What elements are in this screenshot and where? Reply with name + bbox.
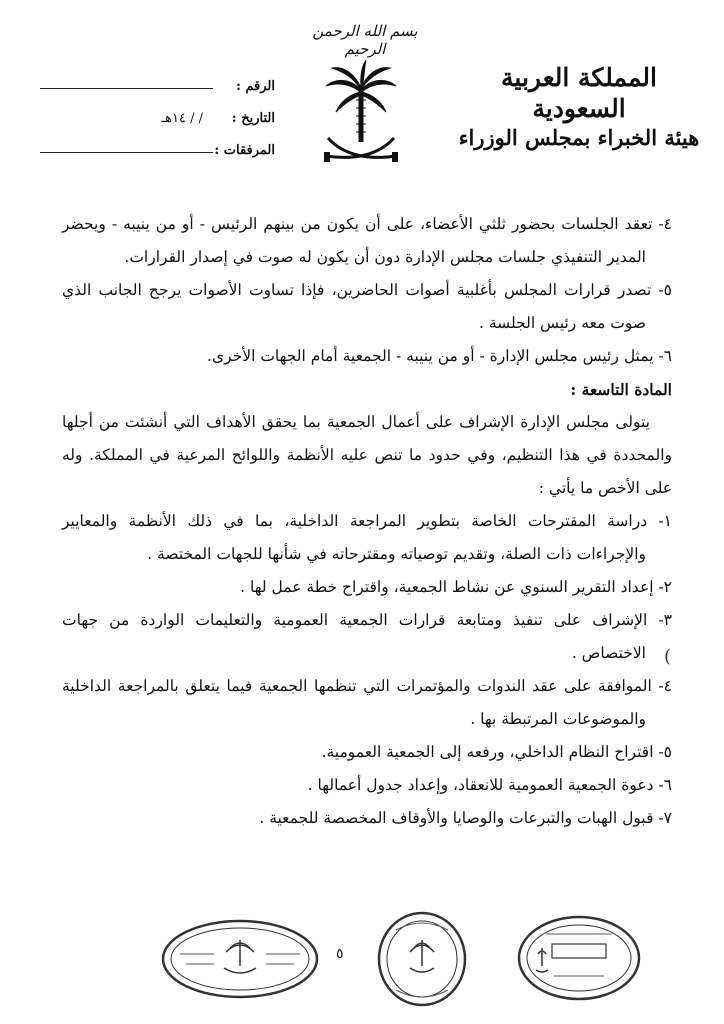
list-item-1: ١- دراسة المقترحات الخاصة بتطوير المراجعة الداخلية، بما في ذلك الأنظمة والمعايير والإجراءات ذات الصلة، وتقديم توصياته ومقترحاته في شأنها للجهات المختصة . — [62, 512, 672, 563]
page-number: ٥ — [336, 946, 344, 962]
margin-mark: ( — [664, 646, 672, 667]
ref-date-row — [40, 94, 275, 126]
ref-attachments-line — [40, 138, 213, 153]
ref-date-label: التاريخ : — [231, 111, 275, 126]
org-name-line2: هيئة الخبراء بمجلس الوزراء — [458, 124, 700, 150]
list-item-4: ٤- الموافقة على عقد الندوات والمؤتمرات التي تنظمها الجمعية فيما يتعلق بالمراجعة الداخلية والموضوعات المرتبطة بها . — [62, 677, 672, 728]
paragraph-6: ٦- يمثل رئيس مجلس الإدارة - أو من ينيبه - الجمعية أمام الجهات الأخرى. — [207, 347, 672, 365]
list-item-2: ٢- إعداد التقرير السنوي عن نشاط الجمعية، واقتراح خطة عمل لها . — [240, 578, 672, 596]
ref-number-row — [40, 62, 275, 94]
paragraph-5: ٥- تصدر قرارات المجلس بأغلبية أصوات الحاضرين، فإذا تساوت الأصوات يرجح الجانب الذي صوت معه رئيس الجلسة . — [62, 281, 672, 332]
organization-header — [454, 62, 704, 151]
org-name-line1: المملكة العربية السعودية — [501, 63, 657, 124]
ref-date-value: / / ١٤هـ — [161, 111, 203, 126]
basmala: بسم الله الرحمن الرحيم — [312, 22, 418, 58]
paragraph-4: ٤- تعقد الجلسات بحضور ثلثي الأعضاء، على أن يكون من بينهم الرئيس - أو من ينيبه - ويحضر المدير التنفيذي جلسات مجلس الإدارة دون أن يكون له صوت في إصدار القرارات. — [62, 215, 672, 266]
list-item-5: ٥- اقتراح النظام الداخلي، ورفعه إلى الجمعية العمومية. — [321, 743, 672, 761]
official-seal-left-icon — [160, 918, 320, 1000]
list-item-6: ٦- دعوة الجمعية العمومية للانعقاد، وإعداد جدول أعمالها . — [307, 776, 672, 794]
official-seal-right-icon — [516, 914, 642, 1002]
article-intro: يتولى مجلس الإدارة الإشراف على أعمال الجمعية بما يحقق الأهداف التي أنشئت من أجلها والمحددة في هذا التنظيم، وفي حدود ما تنص عليه الأنظمة واللوائح المرعية في المملكة. وله على الأخص ما يأتي : — [62, 413, 672, 497]
ref-attachments-label: المرفقات : — [214, 143, 275, 158]
official-seal-center-icon — [376, 910, 468, 1008]
ref-number-line — [40, 74, 213, 89]
document-body — [62, 208, 672, 835]
reference-block — [40, 62, 275, 158]
ref-attachments-row — [40, 126, 275, 158]
palm-swords-emblem-icon — [320, 60, 402, 170]
list-item-3: ٣- الإشراف على تنفيذ ومتابعة قرارات الجمعية العمومية والتعليمات الواردة من جهات الاختصاص . — [62, 611, 672, 662]
article-heading: المادة التاسعة : — [570, 380, 672, 399]
list-item-7: ٧- قبول الهبات والتبرعات والوصايا والأوقاف المخصصة للجمعية . — [259, 809, 672, 827]
ref-number-label: الرقم : — [236, 79, 275, 94]
